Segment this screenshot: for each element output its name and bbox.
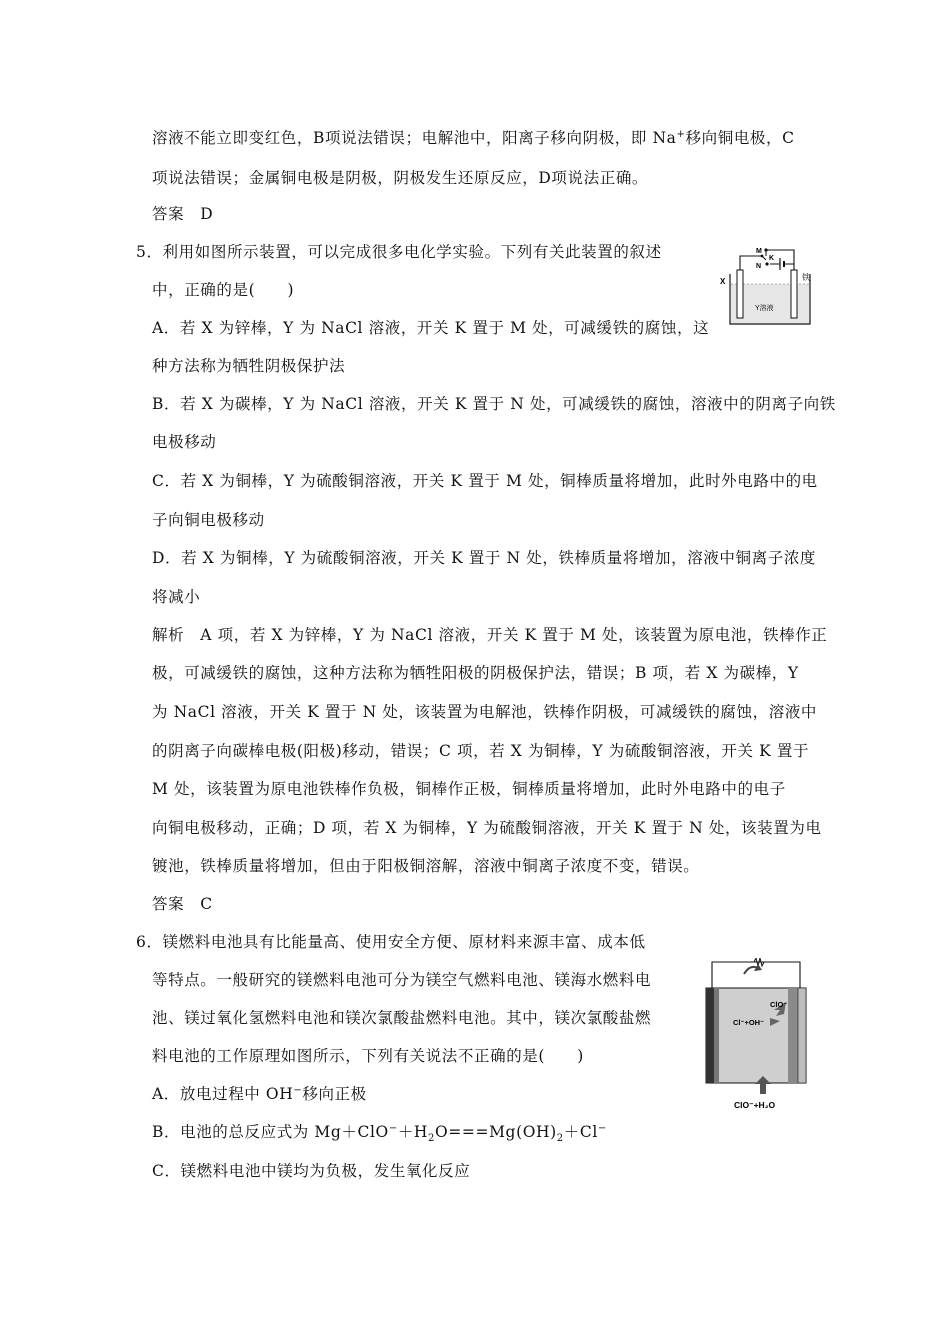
solution-line: 解析 A 项，若 X 为锌棒，Y 为 NaCl 溶液，开关 K 置于 M 处，该装置为原电池，铁棒作正 [152,626,828,644]
option-a: A．若 X 为锌棒，Y 为 NaCl 溶液，开关 K 置于 M 处，可减缓铁的腐蚀，这 [152,319,710,337]
products-label: Cl⁻+OH⁻ [733,1018,765,1027]
question-6-stem: 等特点。一般研究的镁燃料电池可分为镁空气燃料电池、镁海水燃料电 [152,971,652,989]
solution-line: 向铜电极移动，正确；D 项，若 X 为铜棒，Y 为硫酸铜溶液，开关 K 置于 N 处，该装置为电 [152,819,822,837]
switch-k-label: K [769,255,775,262]
text-line: 溶液不能立即变红色，B项说法错误；电解池中，阳离子移向阴极，即 Na+移向铜电极，C [152,128,795,147]
inlet-label: ClO⁻+H₂O [734,1100,776,1110]
switch-n-label: N [756,263,762,270]
question-5-stem: 5．利用如图所示装置，可以完成很多电化学实验。下列有关此装置的叙述 [136,243,662,261]
option-d: 将减小 [152,588,201,606]
option-b: B．电池的总反应式为 $Mg+ClO^-+H_2O===Mg(OH)_2+Cl^-$ [152,1122,607,1145]
option-c: C．若 X 为铜棒，Y 为硫酸铜溶液，开关 K 置于 M 处，铜棒质量将增加，此时外电路中的电 [152,472,818,490]
option-a: A．放电过程中 OH−移向正极 [152,1084,367,1103]
switch-m-label: M [756,248,762,255]
question-5-stem: 中，正确的是( ) [152,281,295,299]
solution-line: 极，可减缓铁的腐蚀，这种方法称为牺牲阳极的阴极保护法，错误；B 项，若 X 为碳棒，Y [152,664,799,682]
option-b: 电极移动 [152,433,217,451]
answer-line: 答案 C [152,895,213,913]
question-6-stem: 6．镁燃料电池具有比能量高、使用安全方便、原材料来源丰富、成本低 [136,933,646,951]
option-d: D．若 X 为铜棒，Y 为硫酸铜溶液，开关 K 置于 N 处，铁棒质量将增加，溶液中铜离子浓度 [152,549,817,567]
electrode-x-label: X [720,277,726,286]
fuel-cell-figure [700,958,810,1116]
solution-line: 为 NaCl 溶液，开关 K 置于 N 处，该装置为电解池，铁棒作阴极，可减缓铁的腐蚀，溶液中 [152,703,818,721]
electrolysis-cell-figure [718,240,818,328]
solution-line: M 处，该装置为原电池铁棒作负极，铜棒作正极，铜棒质量将增加，此时外电路中的电子 [152,780,786,798]
answer-line: 答案 D [152,205,214,223]
solution-line: 镀池，铁棒质量将增加，但由于阳极铜溶解，溶液中铜离子浓度不变，错误。 [152,857,700,875]
option-b: B．若 X 为碳棒，Y 为 NaCl 溶液，开关 K 置于 N 处，可减缓铁的腐蚀，溶液中的阴离子向铁 [152,395,836,413]
hypochlorite-label: ClO⁻ [770,1000,788,1009]
option-c: 子向铜电极移动 [152,511,265,529]
question-6-stem: 池、镁过氧化氢燃料电池和镁次氯酸盐燃料电池。其中，镁次氯酸盐燃 [152,1009,652,1027]
option-c: C．镁燃料电池中镁均为负极，发生氧化反应 [152,1162,471,1180]
question-6-stem: 料电池的工作原理如图所示，下列有关说法不正确的是( ) [152,1047,584,1065]
text-line: 项说法错误；金属铜电极是阴极，阴极发生还原反应，D项说法正确。 [152,169,649,187]
solution-line: 的阴离子向碳棒电极(阳极)移动，错误；C 项，若 X 为铜棒，Y 为硫酸铜溶液，开关 K 置于 [152,742,810,760]
iron-electrode-label: 铁 [802,273,810,282]
solution-y-label: Y溶液 [755,305,774,312]
option-a: 种方法称为牺牲阴极保护法 [152,357,346,375]
